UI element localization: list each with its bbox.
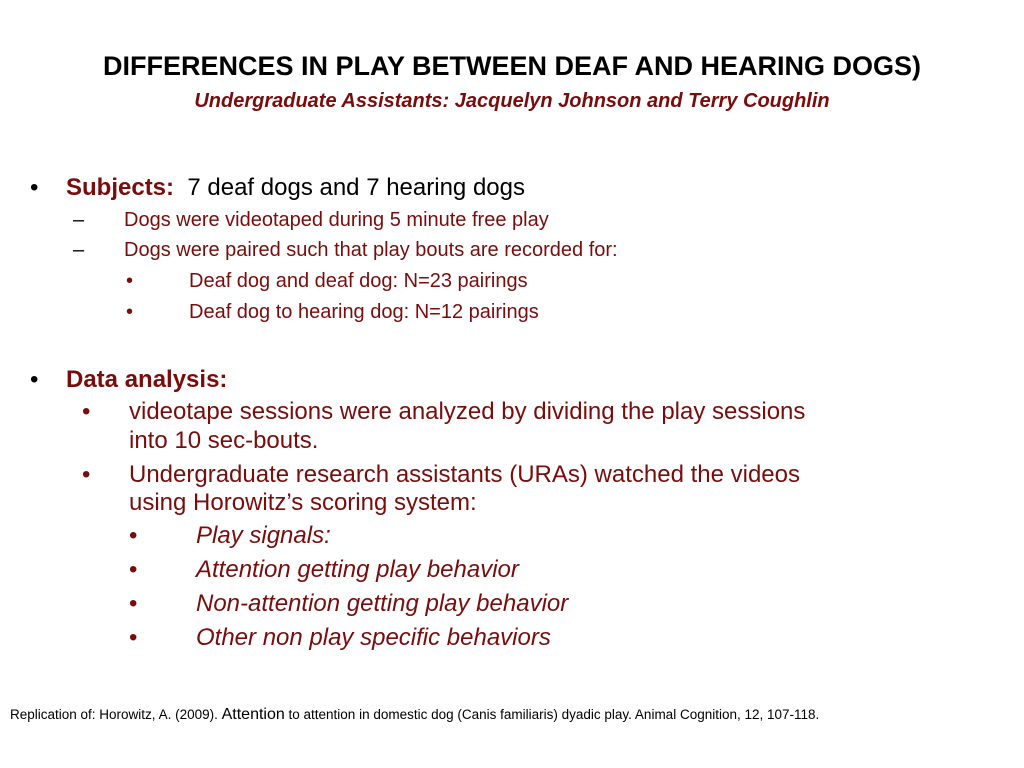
reference-before: Replication of: Horowitz, A. (2009). — [10, 707, 222, 722]
subjects-label: Subjects: — [66, 174, 175, 201]
analysis-point-line: using Horowitz’s scoring system: — [129, 489, 477, 516]
bullet-analysis-2: • — [82, 461, 91, 488]
slide-subtitle: Undergraduate Assistants: Jacquelyn Johnson and Terry Coughlin — [194, 90, 830, 112]
bullet-pairing-1: • — [126, 270, 134, 292]
pairing-item: Deaf dog and deaf dog: N=23 pairings — [189, 270, 528, 292]
subjects-line — [66, 173, 525, 203]
bullet-pairing-2: • — [126, 301, 134, 323]
reference-attention: Attention — [221, 706, 285, 723]
bullet-subjects: • — [30, 174, 39, 201]
bullet-behavior-4: • — [129, 624, 138, 651]
pairing-item: Deaf dog to hearing dog: N=12 pairings — [189, 301, 539, 323]
subjects-text: 7 deaf dogs and 7 hearing dogs — [187, 174, 525, 201]
bullet-behavior-2: • — [129, 556, 138, 583]
analysis-point-line: into 10 sec-bouts. — [129, 427, 319, 454]
bullet-analysis: • — [30, 366, 39, 393]
analysis-label: Data analysis: — [66, 366, 228, 393]
reference-after: to attention in domestic dog (Canis familiaris) dyadic play. Animal Cognition, 12, 107-118. — [284, 707, 820, 722]
subjects-sub-item: Dogs were videotaped during 5 minute free play — [124, 209, 549, 231]
behavior-item: Play signals: — [196, 522, 331, 549]
bullet-behavior-3: • — [129, 590, 138, 617]
bullet-behavior-1: • — [129, 522, 138, 549]
analysis-point-line: Undergraduate research assistants (URAs) watched the videos — [129, 461, 800, 488]
subjects-sub-item: Dogs were paired such that play bouts are recorded for: — [124, 239, 618, 261]
bullet-analysis-1: • — [82, 398, 91, 425]
behavior-item: Non-attention getting play behavior — [196, 590, 569, 617]
reference-citation — [10, 706, 819, 724]
slide-title: DIFFERENCES IN PLAY BETWEEN DEAF AND HEARING DOGS) — [102, 51, 922, 81]
dash-2: – — [73, 239, 85, 261]
behavior-item: Attention getting play behavior — [196, 556, 519, 583]
dash-1: – — [73, 209, 85, 231]
behavior-item: Other non play specific behaviors — [196, 624, 551, 651]
analysis-point-line: videotape sessions were analyzed by dividing the play sessions — [129, 398, 806, 425]
